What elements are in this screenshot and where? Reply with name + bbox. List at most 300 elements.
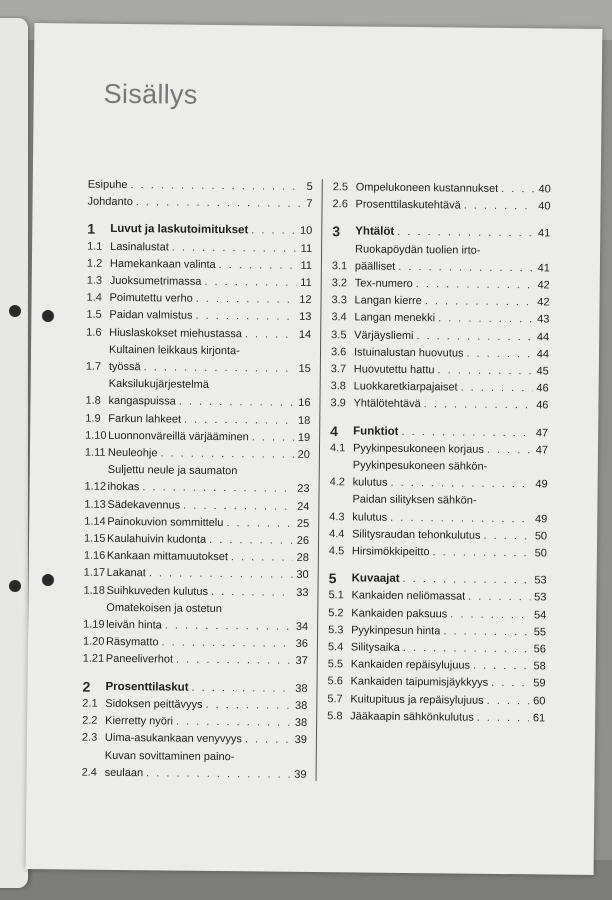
leader-dots bbox=[434, 362, 532, 380]
toc-entry-title: Suljettu neule ja saumaton bbox=[107, 464, 238, 478]
toc-entry bbox=[332, 196, 550, 215]
toc-entry-page: 26 bbox=[296, 534, 310, 548]
toc-entry-number: 2.5 bbox=[332, 181, 349, 194]
leader-dots bbox=[180, 497, 293, 515]
toc-entry-page: 18 bbox=[297, 414, 311, 427]
toc-entry-title-wrap bbox=[105, 730, 291, 749]
toc-entry-page: 34 bbox=[295, 620, 309, 634]
leader-dots bbox=[173, 714, 291, 732]
toc-entry-number: 2.2 bbox=[82, 714, 98, 727]
toc-entry bbox=[83, 599, 308, 636]
toc-entry bbox=[84, 462, 309, 499]
leader-dots bbox=[169, 239, 297, 258]
toc-entry-title: Lasinalustat bbox=[110, 240, 169, 254]
toc-entry-page: 10 bbox=[299, 225, 313, 238]
toc-entry-title: Yhtälötehtävä bbox=[353, 397, 421, 411]
leader-dots bbox=[395, 259, 534, 278]
toc-entry-number: 1.18 bbox=[83, 584, 105, 597]
toc-entry-page: 38 bbox=[294, 699, 308, 712]
toc-entry-page: 39 bbox=[294, 734, 308, 747]
toc-entry-number: 1.11 bbox=[84, 446, 106, 459]
toc-entry-page: 37 bbox=[295, 655, 308, 668]
toc-entry-title-wrap bbox=[351, 657, 530, 676]
toc-entry-number: 5.5 bbox=[327, 658, 344, 671]
toc-entry bbox=[87, 194, 312, 214]
toc-entry-title: Yhtälöt bbox=[355, 225, 395, 239]
toc-entry-number: 5.1 bbox=[328, 589, 344, 602]
toc-entry-title: Luokkaretkiarpajaiset bbox=[353, 380, 458, 394]
toc-entry-title-wrap bbox=[353, 396, 532, 415]
toc-entry-title-wrap bbox=[356, 179, 535, 198]
toc-entry-number: 1.19 bbox=[83, 618, 105, 631]
toc-entry-page: 7 bbox=[306, 198, 313, 211]
toc-entry-page: 25 bbox=[296, 517, 310, 530]
toc-entry-page: 49 bbox=[534, 512, 548, 526]
toc-entry-title-wrap bbox=[110, 273, 297, 292]
toc-entry-title: Kankaan mittamuutokset bbox=[106, 550, 229, 564]
toc-entry-title: kangaspuissa bbox=[108, 395, 176, 408]
toc-entry-title: Paidan silityksen sähkön- bbox=[352, 493, 477, 508]
toc-entry-title: Farkun lahkeet bbox=[108, 412, 182, 426]
toc-entry-number: 5.3 bbox=[328, 624, 344, 637]
leader-dots bbox=[484, 442, 532, 460]
toc-entry-title: seulaan bbox=[104, 766, 144, 779]
toc-entry-title-wrap bbox=[106, 600, 292, 636]
toc-entry-title: Lakanat bbox=[106, 567, 146, 580]
toc-entry-title: Kultainen leikkaus kirjonta- bbox=[108, 343, 240, 358]
document-page bbox=[26, 23, 603, 875]
toc-entry-title-wrap bbox=[107, 496, 293, 515]
toc-entry-page: 46 bbox=[536, 382, 549, 395]
leader-dots bbox=[413, 328, 533, 346]
toc-entry-title-wrap bbox=[351, 622, 530, 641]
toc-entry-title-wrap bbox=[110, 238, 297, 257]
toc-entry-title-wrap bbox=[352, 526, 531, 545]
leader-dots bbox=[480, 528, 531, 546]
toc-entry-title: Juoksumetrimassa bbox=[109, 274, 202, 288]
toc-entry-page: 14 bbox=[298, 328, 312, 341]
toc-entry-title-wrap bbox=[87, 194, 302, 213]
toc-entry-title-wrap bbox=[108, 376, 294, 412]
toc-entry-number: 3.7 bbox=[330, 363, 347, 376]
toc-entry-title: Kankaiden neliömassat bbox=[351, 589, 466, 604]
toc-entry-title: leivän hinta bbox=[106, 618, 162, 632]
leader-dots bbox=[421, 397, 533, 415]
toc-entry-title-wrap bbox=[355, 241, 534, 277]
leader-dots bbox=[387, 475, 531, 494]
toc-entry-number: 5.4 bbox=[327, 641, 344, 654]
toc-entry-number: 3 bbox=[332, 223, 341, 240]
toc-entry-title-wrap bbox=[350, 708, 529, 727]
toc-entry-title-wrap bbox=[106, 583, 292, 602]
leader-dots bbox=[157, 445, 293, 464]
toc-entry-title: Ruokapöydän tuolien irto- bbox=[355, 243, 481, 257]
toc-entry-number: 3.6 bbox=[330, 346, 347, 359]
leader-dots bbox=[242, 326, 295, 344]
toc-entry-page: 30 bbox=[296, 569, 309, 582]
toc-entry-title-wrap bbox=[105, 747, 291, 783]
toc-entry-title-wrap bbox=[354, 327, 533, 346]
leader-dots bbox=[398, 424, 532, 443]
toc-entry-title-wrap bbox=[352, 571, 531, 590]
toc-entry-title: Luvut ja laskutoimitukset bbox=[110, 223, 249, 237]
toc-entry-page: 61 bbox=[532, 712, 546, 725]
toc-entry-title: Poimutettu verho bbox=[109, 292, 193, 305]
toc-entry-title-cont bbox=[108, 393, 294, 412]
toc-entry-title-wrap bbox=[107, 462, 293, 498]
toc-entry-title: Prosenttilaskut bbox=[105, 680, 189, 694]
toc-right-column bbox=[327, 179, 551, 727]
leader-dots bbox=[394, 224, 534, 243]
toc-entry-title: Kuvan sovittaminen paino- bbox=[104, 749, 235, 763]
leader-dots bbox=[458, 380, 533, 398]
toc-entry-title: Omatekoisen ja ostetun bbox=[106, 601, 222, 615]
toc-entry-page: 44 bbox=[536, 330, 550, 344]
binder-hole bbox=[9, 305, 21, 317]
toc-entry-page: 20 bbox=[297, 448, 310, 462]
toc-entry-page: 33 bbox=[296, 586, 309, 599]
toc-entry-page: 42 bbox=[537, 279, 550, 292]
toc-entry-number: 1.10 bbox=[85, 429, 107, 442]
leader-dots bbox=[176, 394, 295, 412]
toc-entry-page: 59 bbox=[533, 677, 546, 690]
toc-entry-title: Kankaiden paksuus bbox=[351, 607, 448, 621]
toc-entry bbox=[85, 376, 310, 413]
toc-entry-page: 40 bbox=[538, 200, 551, 213]
toc-entry-title: Kuitupituus ja repäisylujuus bbox=[350, 693, 484, 707]
toc-entry-page: 19 bbox=[297, 431, 311, 444]
leader-dots bbox=[173, 652, 292, 670]
toc-entry-title-wrap bbox=[109, 290, 295, 309]
toc-entry-page: 47 bbox=[535, 426, 549, 440]
leader-dots bbox=[223, 515, 293, 533]
toc-entry-number: 2 bbox=[82, 678, 91, 695]
toc-entry-page: 60 bbox=[533, 694, 546, 708]
toc-entry-title-cont bbox=[105, 765, 291, 784]
toc-entry-title: Pyykinpesukoneen sähkön- bbox=[352, 459, 488, 473]
toc-entry-title: Esipuhe bbox=[87, 178, 128, 192]
toc-entry-number: 2.6 bbox=[332, 198, 348, 211]
toc-entry-page: 46 bbox=[536, 399, 549, 412]
toc-entry-title: Funktiot bbox=[353, 425, 399, 438]
toc-entry-number: 1.13 bbox=[84, 498, 106, 511]
toc-entry-page: 12 bbox=[299, 294, 312, 307]
toc-entry-title: Tex-numero bbox=[354, 277, 413, 291]
leader-dots bbox=[141, 359, 295, 378]
toc-entry-number: 4 bbox=[330, 422, 339, 439]
toc-entry-title-cont bbox=[353, 475, 532, 494]
leader-dots bbox=[488, 675, 529, 693]
toc-entry-number: 5 bbox=[328, 570, 337, 587]
toc-entry bbox=[82, 747, 307, 784]
leader-dots bbox=[242, 732, 291, 750]
leader-dots bbox=[400, 640, 530, 659]
toc-entry-title-wrap bbox=[354, 344, 533, 363]
toc-entry-title-wrap bbox=[350, 674, 529, 693]
leader-dots bbox=[193, 291, 296, 309]
toc-entry-page: 39 bbox=[294, 768, 307, 781]
toc-entry-page: 23 bbox=[297, 483, 310, 496]
toc-entry-title-wrap bbox=[105, 679, 291, 698]
leader-dots bbox=[429, 544, 530, 562]
toc-entry-title-wrap bbox=[105, 713, 291, 732]
toc-entry-page: 55 bbox=[533, 626, 547, 639]
toc-entry-number: 2.3 bbox=[81, 731, 98, 745]
toc-entry-page: 49 bbox=[535, 478, 548, 491]
leader-dots bbox=[192, 308, 295, 326]
page-title: Sisällys bbox=[103, 78, 198, 110]
toc-entry bbox=[86, 341, 311, 378]
toc-entry-title: Huovutettu hattu bbox=[353, 363, 435, 377]
leader-dots bbox=[387, 509, 531, 528]
leader-dots bbox=[133, 194, 303, 213]
leader-dots bbox=[498, 181, 534, 199]
toc-entry-page: 11 bbox=[300, 242, 313, 255]
toc-entry-title-wrap bbox=[110, 221, 296, 240]
toc-entry-title-wrap bbox=[354, 293, 533, 312]
toc-entry bbox=[83, 651, 308, 671]
toc-entry-number: 1.1 bbox=[87, 240, 103, 253]
toc-entry-title: Kuvaajat bbox=[351, 572, 400, 586]
toc-entry-page: 15 bbox=[298, 362, 311, 375]
toc-entry-title-wrap bbox=[109, 324, 295, 343]
toc-entry-title: Ompelukoneen kustannukset bbox=[355, 181, 499, 195]
toc-entry-title-wrap bbox=[355, 275, 534, 294]
toc-entry-number: 4.5 bbox=[328, 545, 345, 558]
toc-entry-page: 28 bbox=[296, 552, 309, 565]
toc-entry-title: Uima-asukankaan venyvyys bbox=[104, 732, 242, 746]
toc-entry-page: 43 bbox=[537, 313, 550, 326]
toc-entry-page: 50 bbox=[534, 530, 548, 543]
toc-entry-title-wrap bbox=[353, 423, 532, 442]
leader-dots bbox=[143, 765, 290, 784]
toc-entry-number: 3.2 bbox=[331, 277, 348, 290]
toc-entry-page: 38 bbox=[295, 682, 308, 695]
toc-entry-page: 53 bbox=[534, 591, 547, 604]
toc-entry-page: 44 bbox=[536, 348, 550, 361]
leader-dots bbox=[162, 617, 292, 636]
leader-dots bbox=[440, 623, 530, 641]
toc-entry-number: 1.5 bbox=[86, 309, 102, 322]
toc-entry-page: 50 bbox=[534, 547, 547, 560]
toc-entry-number: 2.1 bbox=[82, 697, 98, 710]
toc-entry-number: 1.6 bbox=[86, 326, 102, 339]
toc-entry-number: 5.2 bbox=[328, 606, 344, 619]
toc-entry-title-wrap bbox=[107, 531, 293, 550]
toc-entry-number: 3.3 bbox=[331, 294, 347, 307]
toc-entry-title: Värjäysliemi bbox=[354, 329, 414, 342]
toc-entry-title: Hiuslaskokset miehustassa bbox=[109, 326, 242, 340]
leader-dots bbox=[463, 345, 532, 363]
toc-entry-number: 2.4 bbox=[81, 766, 97, 779]
leader-dots bbox=[181, 411, 294, 429]
leader-dots bbox=[447, 606, 530, 624]
leader-dots bbox=[188, 679, 291, 697]
toc-entry-title: Langan kierre bbox=[354, 294, 422, 308]
leader-dots bbox=[146, 566, 293, 585]
leader-dots bbox=[208, 584, 292, 602]
toc-entry-title: Pyykinpesun hinta bbox=[351, 624, 441, 638]
toc-entry-page: 36 bbox=[295, 638, 309, 651]
toc-entry-page: 24 bbox=[297, 500, 310, 513]
toc-entry-title: Sädekavennus bbox=[107, 498, 181, 512]
toc-entry-title: Hirsimökkipeitto bbox=[351, 545, 430, 559]
toc-entry-title-wrap bbox=[352, 543, 531, 562]
toc-entry-number: 4.1 bbox=[329, 442, 346, 455]
toc-entry-number: 1.17 bbox=[83, 567, 106, 580]
toc-entry-title: Kierretty nyöri bbox=[105, 714, 174, 728]
toc-entry-page: 42 bbox=[537, 296, 550, 309]
toc-entry-title: Kaulahuivin kudonta bbox=[106, 532, 207, 546]
toc-entry-number: 1.15 bbox=[83, 532, 106, 545]
toc-entry-title-wrap bbox=[88, 177, 303, 196]
toc-entry-title-wrap bbox=[107, 548, 293, 567]
toc-entry-title-wrap bbox=[353, 457, 532, 493]
toc-entry bbox=[330, 396, 548, 415]
toc-entry-title: Räsymatto bbox=[105, 636, 159, 649]
toc-entry-number: 1.16 bbox=[83, 549, 106, 563]
toc-entry-title-cont bbox=[107, 479, 293, 498]
toc-entry-title: Pyykinpesukoneen korjaus bbox=[352, 442, 484, 456]
toc-entry-number: 1.4 bbox=[86, 291, 102, 304]
toc-entry-page: 11 bbox=[300, 276, 312, 289]
toc-entry-number: 1.12 bbox=[84, 481, 107, 494]
binder-hole bbox=[42, 310, 54, 322]
toc-entry-number: 4.2 bbox=[329, 476, 346, 489]
toc-entry-page: 38 bbox=[294, 716, 308, 730]
toc-entry-title: kulutus bbox=[352, 476, 388, 490]
column-divider bbox=[316, 179, 323, 781]
toc-entry-title: Kankaiden repäisylujuus bbox=[350, 658, 471, 672]
toc-entry-title: kulutus bbox=[352, 511, 388, 524]
binder-hole bbox=[42, 574, 54, 586]
toc-entry-number: 3.4 bbox=[331, 311, 347, 324]
toc-entry-title-wrap bbox=[354, 310, 533, 329]
toc-entry-page: 58 bbox=[533, 660, 546, 673]
leader-dots bbox=[228, 549, 293, 567]
toc-entry-title: ihokas bbox=[107, 481, 140, 494]
leader-dots bbox=[474, 710, 529, 728]
toc-entry-title: Neuleohje bbox=[107, 446, 158, 460]
toc-entry-number: 1.2 bbox=[86, 257, 103, 270]
toc-entry-title-cont bbox=[355, 258, 534, 277]
toc-entry-title: Kankaiden taipumisjäykkyys bbox=[350, 675, 489, 690]
toc-entry bbox=[327, 708, 545, 727]
toc-entry-title: Johdanto bbox=[87, 195, 133, 209]
leader-dots bbox=[202, 697, 291, 715]
toc-entry-title-wrap bbox=[106, 651, 292, 670]
toc-entry-page: 45 bbox=[536, 365, 549, 378]
toc-left-column bbox=[82, 177, 313, 784]
toc-entry-page: 11 bbox=[300, 259, 312, 272]
toc-entry-title: työssä bbox=[108, 360, 141, 374]
toc-entry-title: Paidan valmistus bbox=[109, 309, 193, 323]
toc-entry bbox=[330, 457, 548, 494]
toc-entry-page: 5 bbox=[306, 180, 313, 193]
toc-entry-title-wrap bbox=[354, 361, 533, 380]
toc-entry-title-wrap bbox=[353, 440, 532, 459]
toc-entry-page: 41 bbox=[537, 262, 550, 275]
toc-entry-title: Paneeliverhot bbox=[105, 653, 174, 667]
leader-dots bbox=[248, 223, 296, 241]
leader-dots bbox=[201, 274, 296, 292]
leader-dots bbox=[206, 532, 293, 550]
toc-entry-number: 1.14 bbox=[84, 515, 106, 528]
toc-entry-page: 54 bbox=[533, 608, 547, 622]
toc-entry-title: Sidoksen peittävyys bbox=[105, 697, 203, 711]
toc-entry-number: 5.6 bbox=[327, 675, 343, 688]
toc-entry-title: Langan menekki bbox=[354, 311, 436, 325]
toc-entry-number: 1.7 bbox=[85, 360, 102, 373]
toc-entry-title-wrap bbox=[351, 639, 530, 658]
toc-entry-title-wrap bbox=[109, 307, 295, 326]
leader-dots bbox=[249, 429, 294, 447]
toc-entry-title-wrap bbox=[110, 256, 297, 275]
toc-entry-title-wrap bbox=[351, 588, 530, 607]
toc-entry-number: 1 bbox=[87, 221, 96, 238]
toc-entry-number: 5.8 bbox=[327, 710, 343, 723]
toc-entry-page: 40 bbox=[538, 183, 551, 196]
toc-entry-title-cont bbox=[109, 359, 295, 378]
leader-dots bbox=[484, 692, 530, 710]
toc-entry-number: 1.3 bbox=[86, 274, 103, 287]
toc-entry-title-wrap bbox=[107, 514, 293, 533]
toc-entry-title: Painokuvion sommittelu bbox=[107, 515, 224, 529]
leader-dots bbox=[465, 589, 530, 607]
toc-entry bbox=[329, 492, 547, 529]
toc-entry-page: 53 bbox=[534, 574, 547, 587]
toc-entry-title-wrap bbox=[105, 696, 291, 715]
toc-entry-title-wrap bbox=[355, 197, 534, 216]
toc-entry-number: 1.21 bbox=[82, 653, 105, 666]
toc-entry-number: 3.5 bbox=[331, 328, 347, 341]
toc-entry bbox=[329, 543, 547, 562]
toc-entry-title: Luonnonväreillä värjääminen bbox=[108, 429, 249, 444]
toc-entry-number: 5.7 bbox=[327, 692, 343, 706]
toc-entry-number: 1.9 bbox=[85, 412, 101, 425]
toc-entry-title: Kaksilukujärjestelmä bbox=[108, 378, 209, 392]
binder-hole bbox=[9, 580, 21, 592]
toc-entry-title-wrap bbox=[108, 410, 294, 429]
toc-entry-page: 41 bbox=[537, 227, 551, 240]
toc-entry-title: Hamekankaan valinta bbox=[109, 257, 216, 271]
toc-entry-title: Silitysaika bbox=[350, 641, 400, 654]
toc-entry-number: 3.9 bbox=[330, 397, 346, 410]
leader-dots bbox=[158, 635, 291, 654]
leader-dots bbox=[470, 658, 530, 676]
toc-entry-title: Istuinalustan huovutus bbox=[353, 346, 464, 360]
leader-dots bbox=[413, 276, 534, 294]
toc-entry-title-wrap bbox=[109, 342, 295, 378]
toc-entry-number: 3.8 bbox=[330, 380, 347, 393]
toc-entry-title: päälliset bbox=[354, 260, 396, 273]
toc-entry-title-wrap bbox=[106, 634, 292, 653]
leader-dots bbox=[127, 177, 302, 196]
toc-entry-number: 1.8 bbox=[85, 395, 101, 408]
toc-entry-title-wrap bbox=[350, 691, 529, 710]
toc-entry-title-cont bbox=[352, 509, 531, 528]
toc-entry-title-wrap bbox=[108, 428, 294, 447]
toc-entry-number: 4.4 bbox=[329, 528, 345, 541]
toc-entry-title: Silitysraudan tehonkulutus bbox=[352, 528, 481, 542]
toc-entry-page: 16 bbox=[298, 397, 311, 410]
toc-entry-title-wrap bbox=[108, 445, 294, 464]
toc-entry-title-wrap bbox=[351, 605, 530, 624]
leader-dots bbox=[422, 293, 534, 311]
previous-page-edge bbox=[0, 18, 28, 888]
toc-entry-title-wrap bbox=[352, 492, 531, 528]
toc-entry-title-wrap bbox=[355, 224, 534, 243]
